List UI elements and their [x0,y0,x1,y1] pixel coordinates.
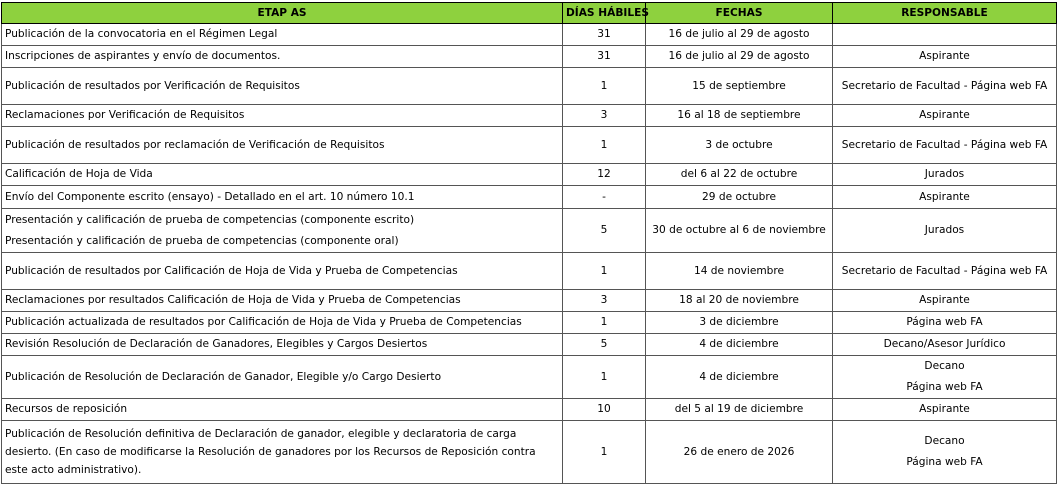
cell-etapa [2,334,563,356]
cell-etapa [2,421,563,484]
cell-responsable [833,253,1057,290]
cell-fecha: 30 de octubre al 6 de noviembre [646,209,833,253]
cell-dias-habiles: 12 [563,164,646,186]
cell-etapa [2,24,563,46]
cell-responsable [833,399,1057,421]
cell-fecha: del 5 al 19 de diciembre [646,399,833,421]
responsable-text: Secretario de Facultad - Página web FA [841,79,1048,92]
cell-dias-habiles: 1 [563,421,646,484]
table-row [2,186,1057,209]
cell-responsable [833,334,1057,356]
etapa-text: Publicación de resultados por Calificación de Hoja de Vida y Prueba de Competencias [5,264,458,277]
cell-etapa [2,186,563,209]
table-row [2,356,1057,399]
table-row [2,334,1057,356]
responsable-text: Decano [924,360,965,372]
table-row [2,105,1057,127]
header-dias-habiles: DÍAS HÁBILES [563,3,646,24]
responsable-text: Secretario de Facultad - Página web FA [841,138,1048,151]
header-fechas: FECHAS [646,3,833,24]
table-row [2,421,1057,484]
cell-fecha: 16 al 18 de septiembre [646,105,833,127]
cell-etapa [2,127,563,164]
cell-fecha: 15 de septiembre [646,68,833,105]
cell-etapa [2,209,563,253]
cell-fecha: 26 de enero de 2026 [646,421,833,484]
cell-dias-habiles: 1 [563,253,646,290]
cell-responsable [833,68,1057,105]
cell-etapa [2,46,563,68]
responsable-text: Aspirante [919,403,970,415]
etapa-text: Inscripciones de aspirantes y envío de documentos. [5,50,281,62]
cell-fecha: 3 de diciembre [646,312,833,334]
responsable-text: Secretario de Facultad - Página web FA [841,264,1048,277]
cell-fecha: 16 de julio al 29 de agosto [646,24,833,46]
etapa-text: Reclamaciones por resultados Calificación de Hoja de Vida y Prueba de Competencias [5,294,461,306]
table-row [2,68,1057,105]
etapa-text: Reclamaciones por Verificación de Requisitos [5,109,245,121]
cell-responsable [833,312,1057,334]
cell-fecha: 4 de diciembre [646,356,833,399]
header-responsable: RESPONSABLE [833,3,1057,24]
cell-fecha: 16 de julio al 29 de agosto [646,46,833,68]
cell-dias-habiles: 10 [563,399,646,421]
cell-dias-habiles: - [563,186,646,209]
cell-fecha: 4 de diciembre [646,334,833,356]
cell-fecha: 3 de octubre [646,127,833,164]
cell-dias-habiles: 1 [563,68,646,105]
cell-responsable [833,356,1057,399]
cell-responsable [833,186,1057,209]
responsable-text: Aspirante [919,109,970,121]
cell-dias-habiles: 5 [563,334,646,356]
etapa-text: Publicación de Resolución definitiva de Declaración de ganador, elegible y declaratoria de carga desierto. (En caso de modificarse la Resolución de ganadores por los Recursos de Reposición contra este acto administrativo). [5,428,536,476]
responsable-text: Decano [924,435,965,447]
responsable-text: Jurados [924,168,965,180]
etapa-text: Publicación actualizada de resultados por Calificación de Hoja de Vida y Prueba de Competencias [5,316,522,328]
cell-dias-habiles: 3 [563,290,646,312]
table-row [2,127,1057,164]
cell-etapa [2,356,563,399]
table-row [2,290,1057,312]
table-body [2,24,1057,484]
cell-dias-habiles: 31 [563,46,646,68]
cell-fecha: 18 al 20 de noviembre [646,290,833,312]
etapa-text: Calificación de Hoja de Vida [5,168,153,180]
etapa-text: Envío del Componente escrito (ensayo) - Detallado en el art. 10 número 10.1 [5,190,415,203]
cell-etapa [2,68,563,105]
etapa-text: Revisión Resolución de Declaración de Ganadores, Elegibles y Cargos Desiertos [5,338,428,350]
etapa-text: Publicación de la convocatoria en el Régimen Legal [5,28,278,40]
etapa-text: Recursos de reposición [5,403,128,415]
cell-responsable [833,24,1057,46]
etapa-text: Publicación de resultados por Verificación de Requisitos [5,79,300,92]
cell-fecha: 29 de octubre [646,186,833,209]
table-row [2,24,1057,46]
etapa-text: Publicación de Resolución de Declaración de Ganador, Elegible y/o Cargo Desierto [5,370,442,383]
cell-responsable [833,105,1057,127]
responsable-text: Aspirante [919,190,970,203]
table-row [2,312,1057,334]
responsable-text: Aspirante [919,294,970,306]
cell-etapa [2,105,563,127]
cell-responsable [833,290,1057,312]
table-row [2,164,1057,186]
etapa-text: Presentación y calificación de prueba de competencias (componente oral) [5,234,399,247]
cell-dias-habiles: 1 [563,312,646,334]
etapa-text: Presentación y calificación de prueba de competencias (componente escrito) [5,213,415,226]
responsable-text: Página web FA [906,456,983,468]
schedule-table [1,2,1057,484]
cell-fecha: del 6 al 22 de octubre [646,164,833,186]
cell-responsable [833,127,1057,164]
header-etapas: ETAP AS [2,3,563,24]
cell-responsable [833,164,1057,186]
cell-etapa [2,312,563,334]
table-row [2,46,1057,68]
cell-fecha: 14 de noviembre [646,253,833,290]
cell-etapa [2,253,563,290]
cell-dias-habiles: 3 [563,105,646,127]
etapa-text: Publicación de resultados por reclamación de Verificación de Requisitos [5,138,385,151]
header-row [2,3,1057,24]
cell-dias-habiles: 5 [563,209,646,253]
responsable-text: Jurados [924,224,965,236]
cell-dias-habiles: 31 [563,24,646,46]
cell-dias-habiles: 1 [563,127,646,164]
cell-etapa [2,399,563,421]
cell-responsable [833,421,1057,484]
cell-dias-habiles: 1 [563,356,646,399]
responsable-text: Página web FA [906,316,983,328]
responsable-text: Aspirante [919,50,970,62]
cell-responsable [833,46,1057,68]
cell-responsable [833,209,1057,253]
cell-etapa [2,164,563,186]
cell-etapa [2,290,563,312]
responsable-text: Página web FA [906,381,983,393]
responsable-text: Decano/Asesor Jurídico [883,338,1006,350]
table-row [2,209,1057,253]
table-row [2,399,1057,421]
table-row [2,253,1057,290]
